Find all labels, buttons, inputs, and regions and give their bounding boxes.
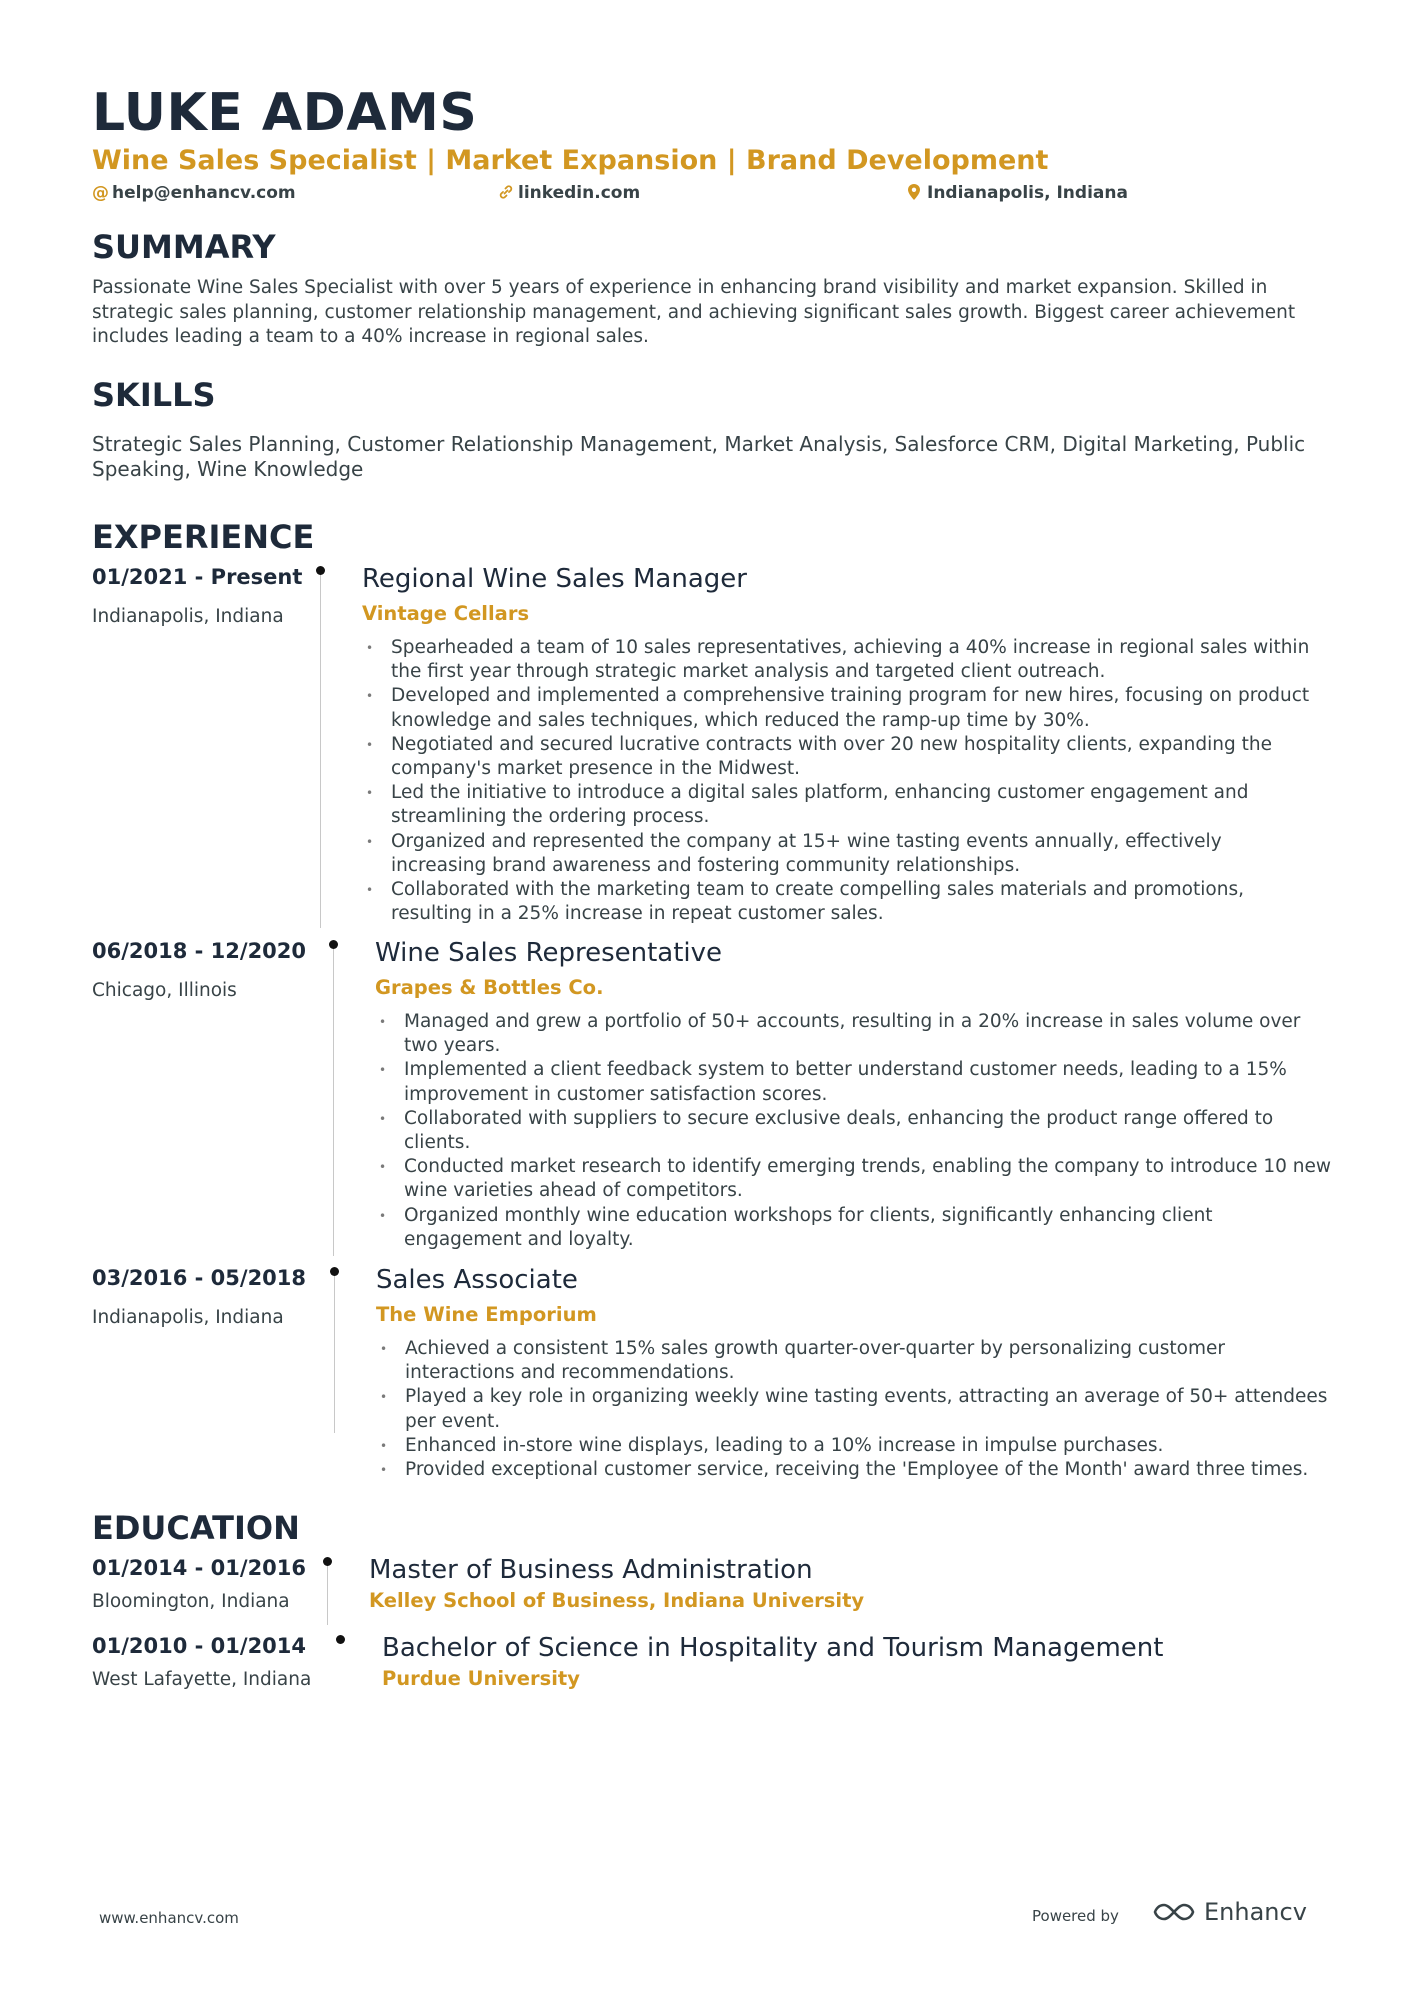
company-name: Grapes & Bottles Co.: [375, 976, 604, 999]
location-text: Indianapolis, Indiana: [927, 183, 1128, 203]
job-dates: 01/2021 - Present: [92, 565, 303, 589]
job-dates: 03/2016 - 05/2018: [92, 1266, 307, 1290]
list-item: • Spearheaded a team of 10 sales representatives, achieving a 40% increase in regional sales within the first year through strategic market analysis and targeted client outreach.: [362, 636, 1322, 684]
list-item: • Led the initiative to introduce a digital sales platform, enhancing customer engagement and streamlining the ordering process.: [362, 781, 1322, 829]
job-title: Regional Wine Sales Manager: [362, 564, 747, 594]
timeline-line: [333, 946, 334, 1256]
education-dates: 01/2014 - 01/2016: [92, 1556, 307, 1580]
headline: Wine Sales Specialist | Market Expansion | Brand Development: [92, 145, 1049, 176]
contact-email[interactable]: [92, 181, 296, 205]
summary-text: Passionate Wine Sales Specialist with over 5 years of experience in enhancing brand visibility and market expansion. Skilled in strategic sales planning, customer relationship management, and achieving significant sales growth. Biggest career achievement includes leading a team to a 40% increase in regional sales.: [92, 277, 1296, 347]
brand-name: Enhancv: [1204, 1898, 1307, 1926]
summary-heading: SUMMARY: [92, 228, 276, 266]
enhancv-brand[interactable]: [1152, 1898, 1307, 1926]
timeline-dot: [336, 1635, 345, 1644]
timeline-dot: [330, 1267, 339, 1276]
list-item: • Collaborated with the marketing team to create compelling sales materials and promotions, resulting in a 25% increase in repeat customer sales.: [362, 878, 1322, 926]
list-item: • Conducted market research to identify emerging trends, enabling the company to introduce 10 new wine varieties ahead of competitors.: [375, 1155, 1335, 1203]
list-item: • Developed and implemented a comprehensive training program for new hires, focusing on product knowledge and sales techniques, which reduced the ramp-up time by 30%.: [362, 684, 1322, 732]
list-item: • Negotiated and secured lucrative contracts with over 20 new hospitality clients, expanding the company's market presence in the Midwest.: [362, 733, 1322, 781]
list-item: • Achieved a consistent 15% sales growth quarter-over-quarter by personalizing customer interactions and recommendations.: [376, 1337, 1336, 1385]
school-name: Kelley School of Business, Indiana University: [369, 1589, 865, 1612]
powered-by-label: Powered by: [1032, 1907, 1119, 1925]
list-item: • Enhanced in-store wine displays, leading to a 10% increase in impulse purchases.: [376, 1434, 1336, 1458]
job-dates: 06/2018 - 12/2020: [92, 939, 307, 963]
job-title: Wine Sales Representative: [375, 938, 723, 968]
contact-linkedin[interactable]: [498, 181, 640, 205]
link-icon: [498, 181, 518, 205]
company-name: The Wine Emporium: [376, 1303, 597, 1326]
school-name: Purdue University: [382, 1667, 580, 1690]
timeline-line: [327, 1563, 328, 1625]
footer-website-link[interactable]: www.enhancv.com: [99, 1909, 239, 1927]
job-bullet-list: [362, 636, 1322, 926]
map-pin-icon: [907, 181, 927, 205]
timeline-line: [320, 572, 321, 928]
education-location: Bloomington, Indiana: [92, 1591, 290, 1612]
job-bullet-list: [375, 1010, 1335, 1252]
list-item: • Organized monthly wine education workshops for clients, significantly enhancing client engagement and loyalty.: [375, 1204, 1335, 1252]
list-item: • Played a key role in organizing weekly wine tasting events, attracting an average of 50+ attendees per event.: [376, 1385, 1336, 1433]
timeline-dot: [316, 566, 325, 575]
education-dates: 01/2010 - 01/2014: [92, 1634, 307, 1658]
experience-heading: EXPERIENCE: [92, 518, 315, 556]
list-item: • Managed and grew a portfolio of 50+ accounts, resulting in a 20% increase in sales volume over two years.: [375, 1010, 1335, 1058]
list-item: • Collaborated with suppliers to secure exclusive deals, enhancing the product range offered to clients.: [375, 1107, 1335, 1155]
education-location: West Lafayette, Indiana: [92, 1669, 312, 1690]
list-item: • Organized and represented the company at 15+ wine tasting events annually, effectively increasing brand awareness and fostering community relationships.: [362, 830, 1322, 878]
skills-heading: SKILLS: [92, 376, 216, 414]
contact-location: [907, 181, 1128, 205]
email-text: help@enhancv.com: [112, 183, 296, 203]
job-title: Sales Associate: [376, 1265, 578, 1295]
timeline-dot: [323, 1557, 332, 1566]
skills-text: Strategic Sales Planning, Customer Relationship Management, Market Analysis, Salesforce CRM, Digital Marketing, Public Speaking, Wine Knowledge: [92, 432, 1306, 481]
enhancv-logo-icon: [1152, 1900, 1196, 1924]
list-item: • Implemented a client feedback system to better understand customer needs, leading to a 15% improvement in customer satisfaction scores.: [375, 1058, 1335, 1106]
degree-title: Bachelor of Science in Hospitality and Tourism Management: [382, 1633, 1164, 1663]
job-bullet-list: [376, 1337, 1336, 1482]
list-item: • Provided exceptional customer service, receiving the 'Employee of the Month' award three times.: [376, 1458, 1336, 1482]
linkedin-text: linkedin.com: [518, 183, 641, 203]
at-icon: @: [92, 183, 109, 203]
education-heading: EDUCATION: [92, 1509, 300, 1547]
job-location: Chicago, Illinois: [92, 980, 237, 1001]
job-location: Indianapolis, Indiana: [92, 1307, 284, 1328]
candidate-name: LUKE ADAMS: [92, 83, 478, 143]
timeline-dot: [329, 940, 338, 949]
timeline-line: [334, 1273, 335, 1433]
company-name: Vintage Cellars: [362, 602, 530, 625]
job-location: Indianapolis, Indiana: [92, 606, 284, 627]
degree-title: Master of Business Administration: [369, 1555, 813, 1585]
